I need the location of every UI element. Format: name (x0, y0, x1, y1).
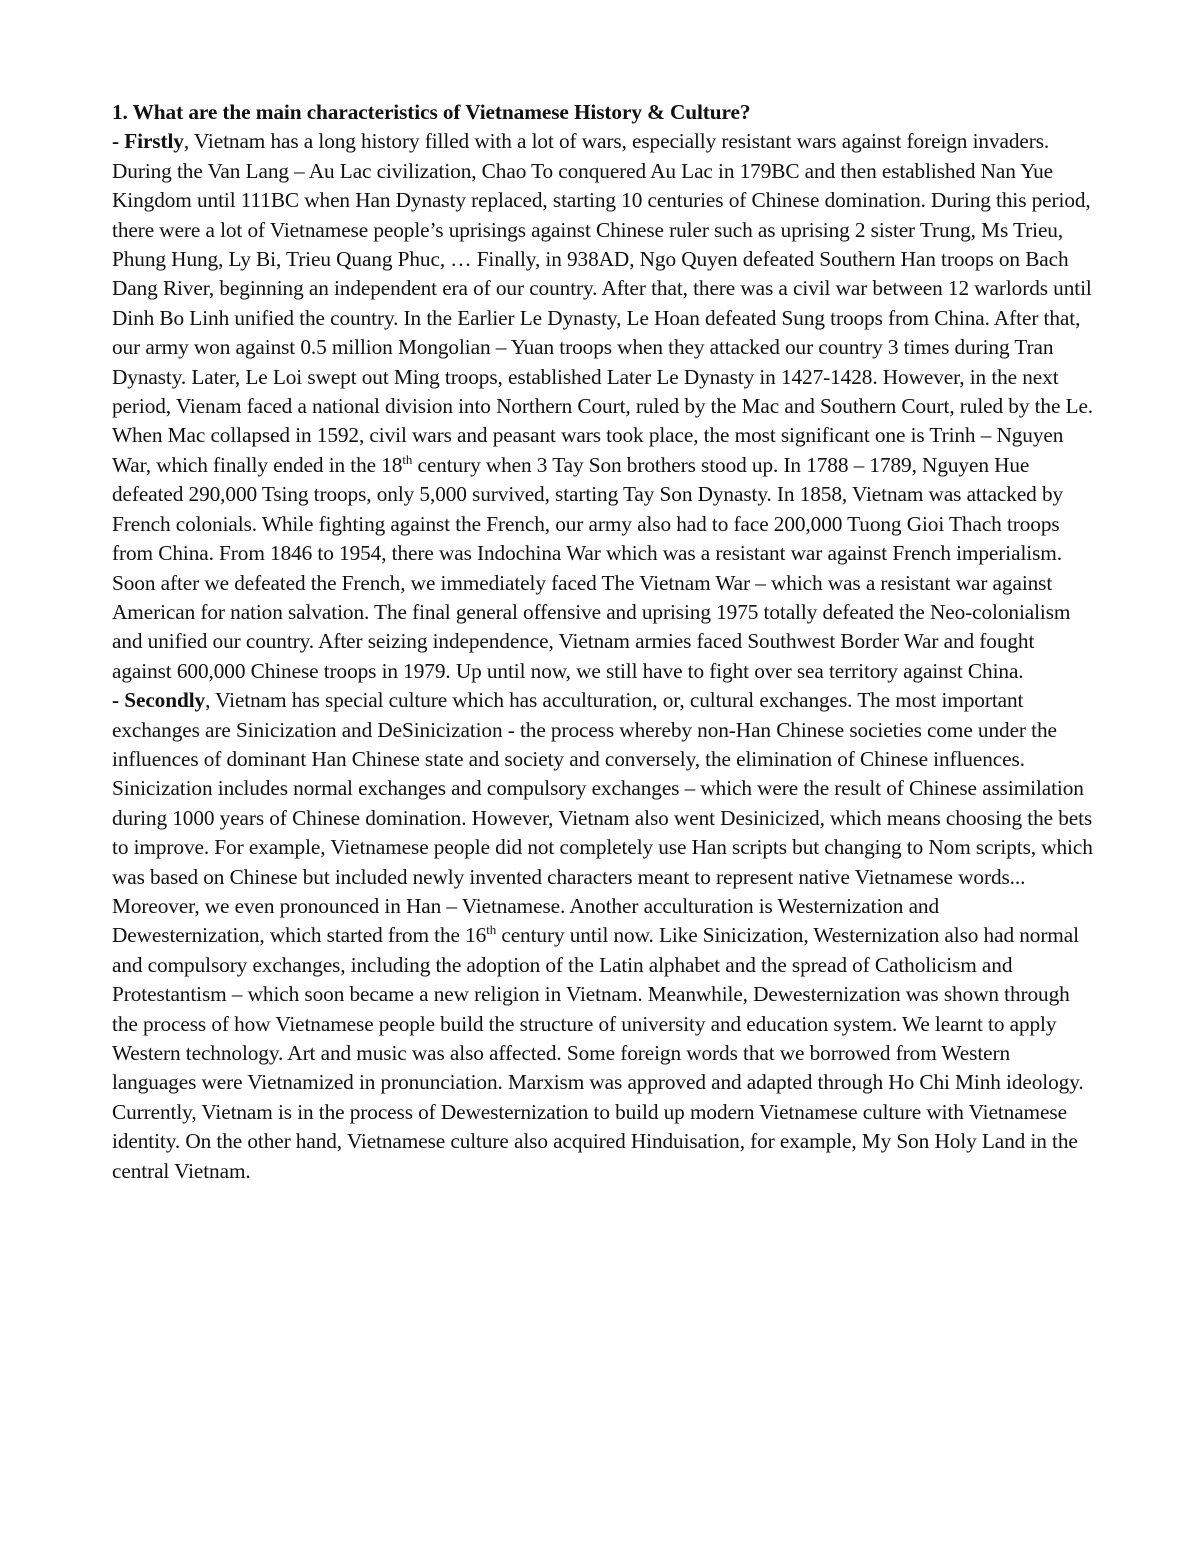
paragraph-firstly-text-a: , Vietnam has a long history filled with a lot of wars, especially resistant wars against foreign invaders. During the Van Lang – Au Lac civilization, Chao To conquered Au Lac in 179BC and then established Nan Yue Kingdom until 111BC when Han Dynasty replaced, starting 10 centuries of Chinese domination. During this period, there were a lot of Vietnamese people’s uprisings against Chinese ruler such as uprising 2 sister Trung, Ms Trieu, Phung Hung, Ly Bi, Trieu Quang Phuc, … Finally, in 938AD, Ngo Quyen defeated Southern Han troops on Bach Dang River, beginning an independent era of our country. After that, there was a civil war between 12 warlords until Dinh Bo Linh unified the country. In the Earlier Le Dynasty, Le Hoan defeated Sung troops from China. After that, our army won against 0.5 million Mongolian – Yuan troops when they attacked our country 3 times during Tran Dynasty. Later, Le Loi swept out Ming troops, established Later Le Dynasty in 1427-1428. However, in the next period, Vienam faced a national division into Northern Court, ruled by the Mac and Southern Court, ruled by the Le. When Mac collapsed in 1592, civil wars and peasant wars took place, the most significant one is Trinh – Nguyen War, which finally ended in the 18 (112, 129, 1094, 477)
paragraph-secondly-lead: - Secondly (112, 688, 206, 713)
paragraph-firstly-superscript: th (402, 451, 413, 467)
paragraph-secondly-text-b: century until now. Like Sinicization, Westernization also had normal and compulsory exchanges, including the adoption of the Latin alphabet and the spread of Catholicism and Protestantism – which soon became a new religion in Vietnam. Meanwhile, Dewesternization was shown through the process of how Vietnamese people build the structure of university and education system. We learnt to apply Western technology. Art and music was also affected. Some foreign words that we borrowed from Western languages were Vietnamized in pronunciation. Marxism was approved and adapted through Ho Chi Minh ideology. Currently, Vietnam is in the process of Dewesternization to build up modern Vietnamese culture with Vietnamese identity. On the other hand, Vietnamese culture also acquired Hinduisation, for example, My Son Holy Land in the central Vietnam. (112, 923, 1084, 1183)
paragraph-secondly (112, 686, 1094, 1186)
paragraph-secondly-text-a: , Vietnam has special culture which has acculturation, or, cultural exchanges. The most important exchanges are Sinicization and DeSinicization - the process whereby non-Han Chinese societies come under the influences of dominant Han Chinese state and society and conversely, the elimination of Chinese influences. Sinicization includes normal exchanges and compulsory exchanges – which were the result of Chinese assimilation during 1000 years of Chinese domination. However, Vietnam also went Desinicized, which means choosing the bets to improve. For example, Vietnamese people did not completely use Han scripts but changing to Nom scripts, which was based on Chinese but included newly invented characters meant to represent native Vietnamese words... Moreover, we even pronounced in Han – Vietnamese. Another acculturation is Westernization and Dewesternization, which started from the 16 (112, 688, 1093, 948)
paragraph-secondly-superscript: th (486, 922, 497, 938)
question-heading: 1. What are the main characteristics of Vietnamese History & Culture? (112, 100, 751, 124)
paragraph-firstly-lead: - Firstly (112, 129, 184, 154)
paragraph-firstly-text-b: century when 3 Tay Son brothers stood up. In 1788 – 1789, Nguyen Hue defeated 290,000 Tsing troops, only 5,000 survived, starting Tay Son Dynasty. In 1858, Vietnam was attacked by French colonials. While fighting against the French, our army also had to face 200,000 Tuong Gioi Thach troops from China. From 1846 to 1954, there was Indochina War which was a resistant war against French imperialism. Soon after we defeated the French, we immediately faced The Vietnam War – which was a resistant war against American for nation salvation. The final general offensive and uprising 1975 totally defeated the Neo-colonialism and unified our country. After seizing independence, Vietnam armies faced Southwest Border War and fought against 600,000 Chinese troops in 1979. Up until now, we still have to fight over sea territory against China. (112, 452, 1071, 683)
paragraph-firstly (112, 127, 1094, 686)
document-body (112, 98, 1094, 1186)
